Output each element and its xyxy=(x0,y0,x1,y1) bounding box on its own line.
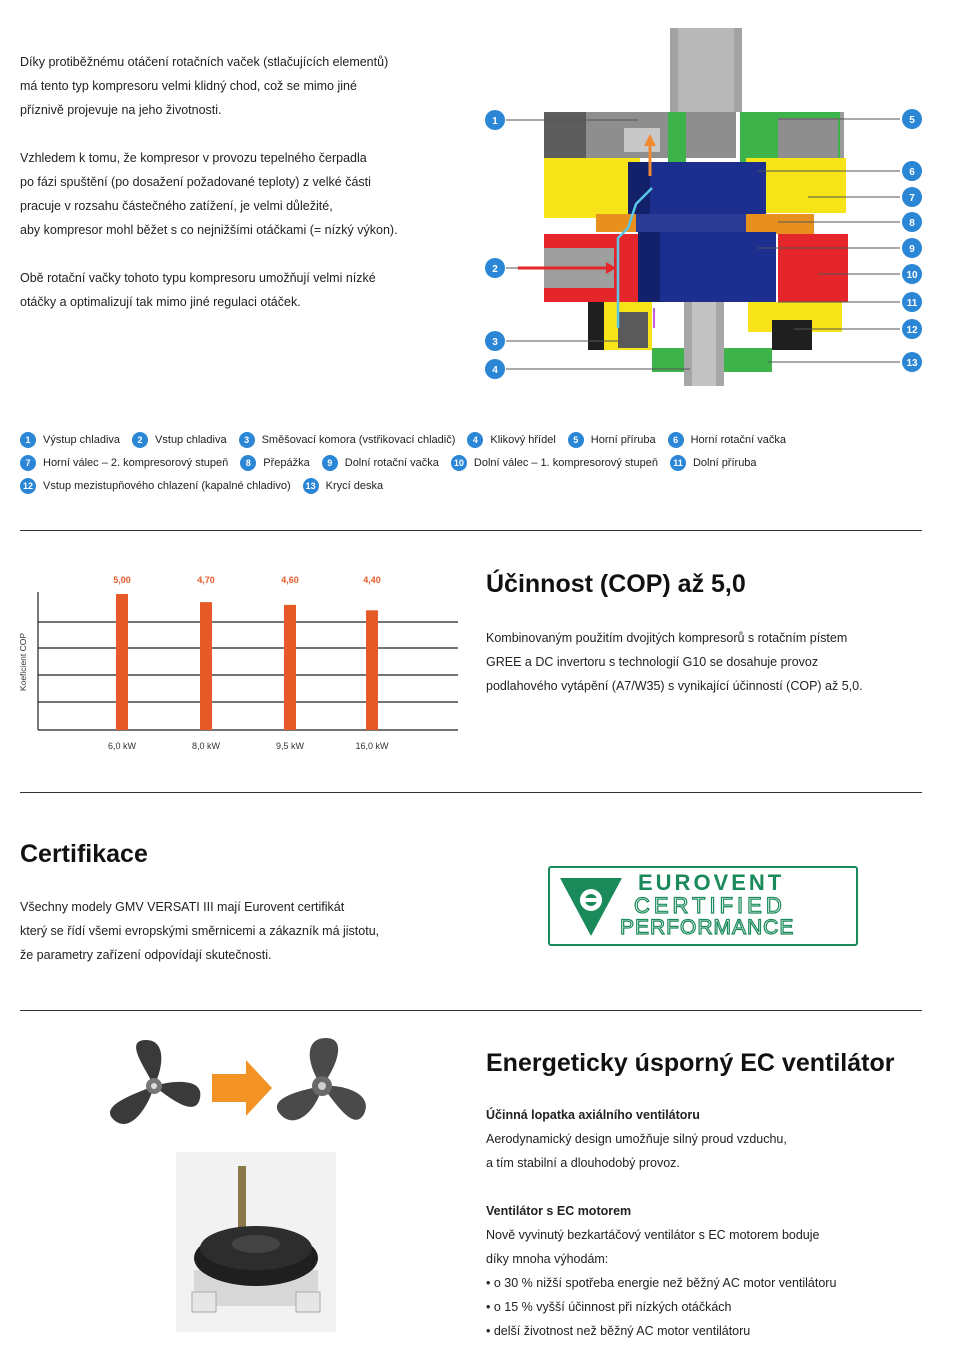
svg-text:4: 4 xyxy=(492,365,498,376)
legend-badge: 6 xyxy=(668,432,684,448)
legend-label: Horní rotační vačka xyxy=(690,433,786,446)
svg-text:2: 2 xyxy=(492,264,498,275)
chart-value-label: 4,40 xyxy=(363,575,381,585)
ec-motor-icon xyxy=(176,1152,336,1332)
legend-badge: 11 xyxy=(670,455,686,471)
legend-item xyxy=(670,455,757,471)
fan-line: Nově vyvinutý bezkartáčový ventilátor s EC motorem boduje xyxy=(486,1228,820,1242)
diagram-badge xyxy=(902,352,922,372)
cop-line: Kombinovaným použitím dvojitých kompresorů s rotačním pístem xyxy=(486,631,848,645)
legend-badge: 2 xyxy=(132,432,148,448)
legend-item xyxy=(467,432,555,448)
legend-label: Směšovací komora (vstřikovací chladič) xyxy=(261,433,456,446)
intro-line: příznivě projevuje na jeho životnosti. xyxy=(20,103,222,117)
legend-badge: 5 xyxy=(568,432,584,448)
intro-line: Obě rotační vačky tohoto typu kompresoru umožňují velmi nízké xyxy=(20,271,376,285)
legend-badge: 13 xyxy=(303,478,319,494)
cop-title: Účinnost (COP) až 5,0 xyxy=(486,570,746,598)
legend-row xyxy=(20,428,920,451)
svg-text:5: 5 xyxy=(909,115,915,126)
legend-label: Horní válec – 2. kompresorový stupeň xyxy=(43,456,229,469)
svg-text:9: 9 xyxy=(909,244,915,255)
compressor-diagram xyxy=(478,28,938,390)
legend-label: Krycí deska xyxy=(325,479,384,492)
cert-line: Všechny modely GMV VERSATI III mají Eurovent certifikát xyxy=(20,900,345,914)
eurovent-performance: PERFORMANCE xyxy=(620,916,795,939)
legend-badge: 1 xyxy=(20,432,36,448)
chart-category-label: 8,0 kW xyxy=(191,741,221,751)
section-divider xyxy=(20,530,922,531)
cert-line: že parametry zařízení odpovídají skutečnosti. xyxy=(20,948,272,962)
intro-line: má tento typ kompresoru velmi klidný chod, což se mimo jiné xyxy=(20,79,357,93)
eurovent-emblem xyxy=(558,874,624,938)
legend-label: Dolní rotační vačka xyxy=(344,456,439,469)
diagram-legend xyxy=(20,428,920,497)
diagram-badge xyxy=(902,292,922,312)
cop-line: podlahového vytápění (A7/W35) s vynikající účinností (COP) až 5,0. xyxy=(486,679,863,693)
svg-text:1: 1 xyxy=(492,116,498,127)
chart-category-label: 6,0 kW xyxy=(107,741,137,751)
intro-line: po fázi spuštění (po dosažení požadované teploty) z velké části xyxy=(20,175,371,189)
legend-item xyxy=(322,455,439,471)
legend-item xyxy=(240,455,309,471)
intro-line: Díky protiběžnému otáčení rotačních vaček (stlačujících elementů) xyxy=(20,55,389,69)
chart-value-label: 5,00 xyxy=(113,575,131,585)
legend-badge: 10 xyxy=(451,455,467,471)
legend-label: Vstup chladiva xyxy=(155,433,227,446)
cert-line: který se řídí všemi evropskými směrnicemi a zákazník má jistotu, xyxy=(20,924,380,938)
chart-value-label: 4,60 xyxy=(281,575,299,585)
section-divider xyxy=(20,792,922,793)
cert-title: Certifikace xyxy=(20,840,148,868)
legend-item xyxy=(303,478,383,494)
svg-text:10: 10 xyxy=(906,270,918,281)
legend-badge: 3 xyxy=(239,432,255,448)
legend-label: Horní příruba xyxy=(590,433,656,446)
svg-text:12: 12 xyxy=(906,325,918,336)
svg-text:7: 7 xyxy=(909,193,915,204)
legend-label: Vstup mezistupňového chlazení (kapalné chladivo) xyxy=(43,479,291,492)
intro-line: Vzhledem k tomu, že kompresor v provozu tepelného čerpadla xyxy=(20,151,367,165)
legend-item xyxy=(20,432,120,448)
fan-bullet: • o 30 % nižší spotřeba energie než běžný AC motor ventilátoru xyxy=(486,1271,936,1295)
fan-title: Energeticky úsporný EC ventilátor xyxy=(486,1049,895,1077)
svg-text:11: 11 xyxy=(906,298,918,309)
legend-row xyxy=(20,474,920,497)
diagram-badge xyxy=(902,319,922,339)
eurovent-certified: CERTIFIED xyxy=(634,893,786,918)
cop-chart xyxy=(14,568,464,758)
diagram-badge xyxy=(485,258,505,278)
legend-badge: 7 xyxy=(20,455,36,471)
legend-item xyxy=(20,455,228,471)
legend-badge: 8 xyxy=(240,455,256,471)
fan-bullet: • delší životnost než běžný AC motor ventilátoru xyxy=(486,1319,936,1343)
fan-line: díky mnoha výhodám: xyxy=(486,1252,609,1266)
svg-text:6: 6 xyxy=(909,167,915,178)
diagram-badge xyxy=(902,109,922,129)
chart-bar xyxy=(366,610,378,730)
cop-text xyxy=(486,626,926,698)
diagram-badge xyxy=(485,359,505,379)
fan-bullet: • o 15 % vyšší účinnost při nízkých otáčkách xyxy=(486,1295,936,1319)
old-fan-blade-icon xyxy=(110,1040,200,1124)
legend-label: Klikový hřídel xyxy=(490,433,556,446)
legend-item xyxy=(20,478,291,494)
diagram-badge xyxy=(902,161,922,181)
diagram-badge xyxy=(902,264,922,284)
fan-line: a tím stabilní a dlouhodobý provoz. xyxy=(486,1156,680,1170)
chart-bar xyxy=(116,594,128,730)
legend-badge: 4 xyxy=(467,432,483,448)
diagram-badge xyxy=(485,110,505,130)
arrow-right-icon xyxy=(212,1060,272,1116)
intro-line: aby kompresor mohl běžet s co nejnižšími otáčkami (= nízký výkon). xyxy=(20,223,398,237)
legend-item xyxy=(668,432,786,448)
fan-text xyxy=(486,1103,936,1343)
svg-text:13: 13 xyxy=(906,358,918,369)
fan-bullets xyxy=(486,1271,936,1343)
intro-line: pracuje v rozsahu částečného zatížení, je velmi důležité, xyxy=(20,199,333,213)
eurovent-word: EUROVENT xyxy=(638,870,785,895)
fan-line: Aerodynamický design umožňuje silný proud vzduchu, xyxy=(486,1132,787,1146)
section-divider xyxy=(20,1010,922,1011)
legend-label: Přepážka xyxy=(263,456,310,469)
intro-text xyxy=(20,50,460,314)
fan-subheading: Účinná lopatka axiálního ventilátoru xyxy=(486,1108,700,1122)
svg-text:8: 8 xyxy=(909,218,915,229)
legend-row xyxy=(20,451,920,474)
diagram-badge xyxy=(902,238,922,258)
chart-y-label: Koeficient COP xyxy=(18,632,28,692)
legend-item xyxy=(568,432,656,448)
diagram-badge xyxy=(902,212,922,232)
diagram-badge xyxy=(485,331,505,351)
legend-badge: 12 xyxy=(20,478,36,494)
chart-bar xyxy=(284,605,296,730)
svg-text:3: 3 xyxy=(492,337,498,348)
legend-item xyxy=(132,432,227,448)
chart-bar xyxy=(200,602,212,730)
fan-blade-comparison xyxy=(104,1034,374,1144)
diagram-badge xyxy=(902,187,922,207)
cert-text xyxy=(20,895,460,967)
fan-subheading: Ventilátor s EC motorem xyxy=(486,1204,632,1218)
legend-item xyxy=(451,455,658,471)
cop-line: GREE a DC invertoru s technologií G10 se dosahuje provoz xyxy=(486,655,819,669)
new-fan-blade-icon xyxy=(277,1038,366,1120)
eurovent-logo xyxy=(548,866,858,946)
chart-category-label: 16,0 kW xyxy=(355,741,389,751)
chart-category-label: 9,5 kW xyxy=(275,741,305,751)
intro-line: otáčky a optimalizují tak mimo jiné regulaci otáček. xyxy=(20,295,301,309)
legend-label: Výstup chladiva xyxy=(43,433,121,446)
legend-badge: 9 xyxy=(322,455,338,471)
legend-label: Dolní válec – 1. kompresorový stupeň xyxy=(473,456,658,469)
legend-label: Dolní příruba xyxy=(692,456,757,469)
chart-value-label: 4,70 xyxy=(197,575,215,585)
legend-item xyxy=(239,432,456,448)
